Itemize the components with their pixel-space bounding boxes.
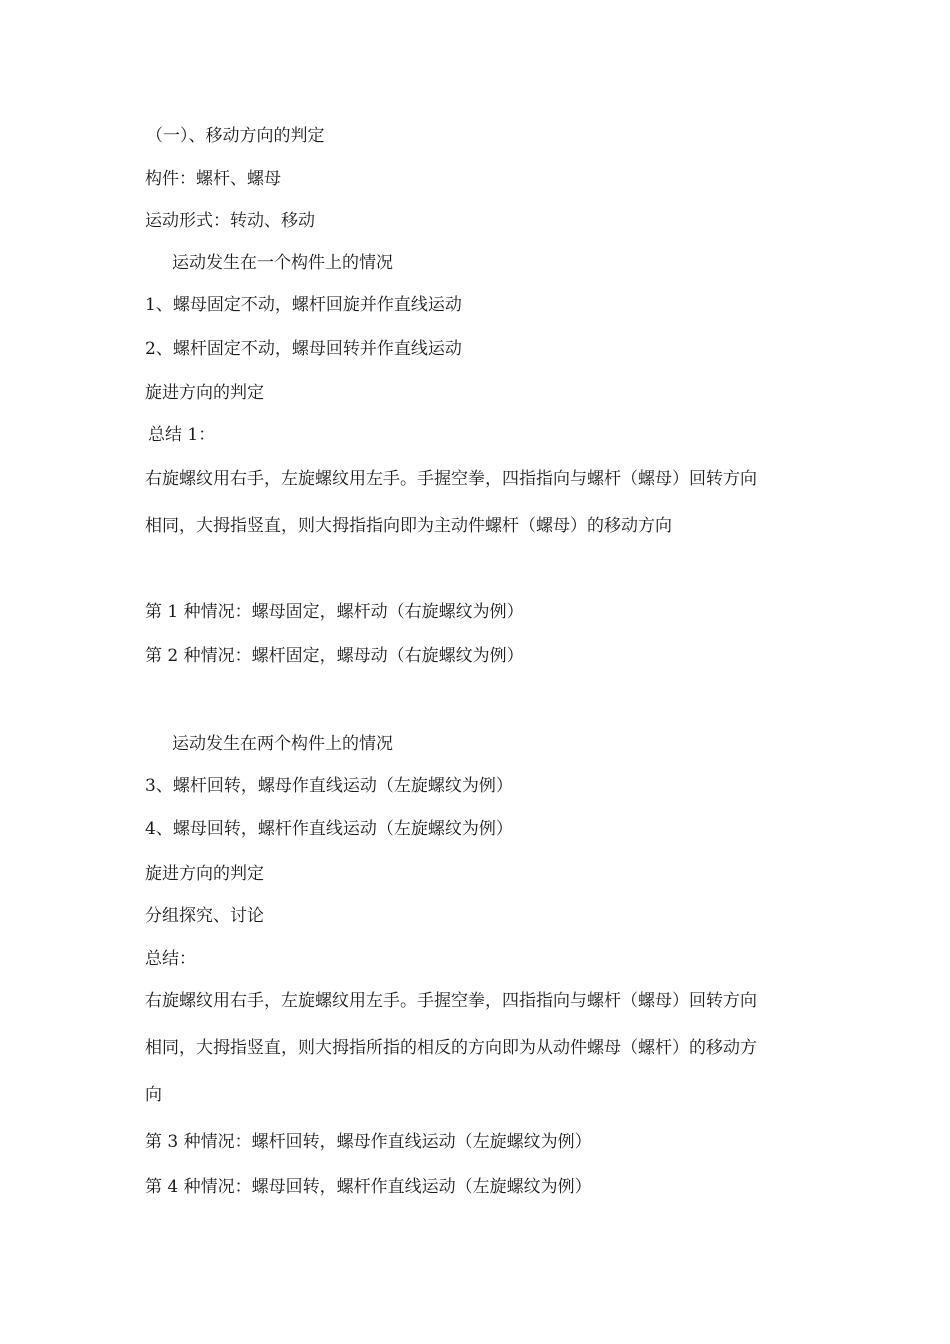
summary-2-text-line-1: 右旋螺纹用右手，左旋螺纹用左手。手握空拳，四指指向与螺杆（螺母）回转方向 [145,991,757,1011]
summary-2-text-line-3: 向 [145,1085,162,1105]
direction-judgement-line-2: 旋进方向的判定 [145,864,264,884]
components-line: 构件：螺杆、螺母 [145,169,281,189]
summary-1-text-line-2: 相同，大拇指竖直，则大拇指指向即为主动件螺杆（螺母）的移动方向 [145,516,672,536]
situation-1-line: 第 1 种情况：螺母固定，螺杆动（右旋螺纹为例） [145,602,524,622]
case-1-line: 1、螺母固定不动，螺杆回旋并作直线运动 [145,295,462,315]
case-4-line: 4、螺母回转，螺杆作直线运动（左旋螺纹为例） [145,819,513,839]
summary-2-text-line-2: 相同，大拇指竖直，则大拇指所指的相反的方向即为从动件螺母（螺杆）的移动方 [145,1038,757,1058]
section-heading: （一）、移动方向的判定 [146,126,325,146]
case-3-line: 3、螺杆回转，螺母作直线运动（左旋螺纹为例） [145,776,513,796]
subheading-two-components: 运动发生在两个构件上的情况 [172,734,393,754]
summary-1-text-line-1: 右旋螺纹用右手，左旋螺纹用左手。手握空拳，四指指向与螺杆（螺母）回转方向 [145,469,757,489]
summary-2-label: 总结： [145,949,196,969]
summary-1-label: 总结 1： [148,425,216,445]
case-2-line: 2、螺杆固定不动，螺母回转并作直线运动 [145,339,462,359]
motion-forms-line: 运动形式：转动、移动 [145,211,315,231]
group-discussion-line: 分组探究、讨论 [145,906,264,926]
situation-2-line: 第 2 种情况：螺杆固定，螺母动（右旋螺纹为例） [145,646,524,666]
situation-4-line: 第 4 种情况：螺母回转，螺杆作直线运动（左旋螺纹为例） [145,1177,592,1197]
situation-3-line: 第 3 种情况：螺杆回转，螺母作直线运动（左旋螺纹为例） [145,1132,592,1152]
direction-judgement-line: 旋进方向的判定 [145,383,264,403]
subheading-one-component: 运动发生在一个构件上的情况 [172,253,393,273]
